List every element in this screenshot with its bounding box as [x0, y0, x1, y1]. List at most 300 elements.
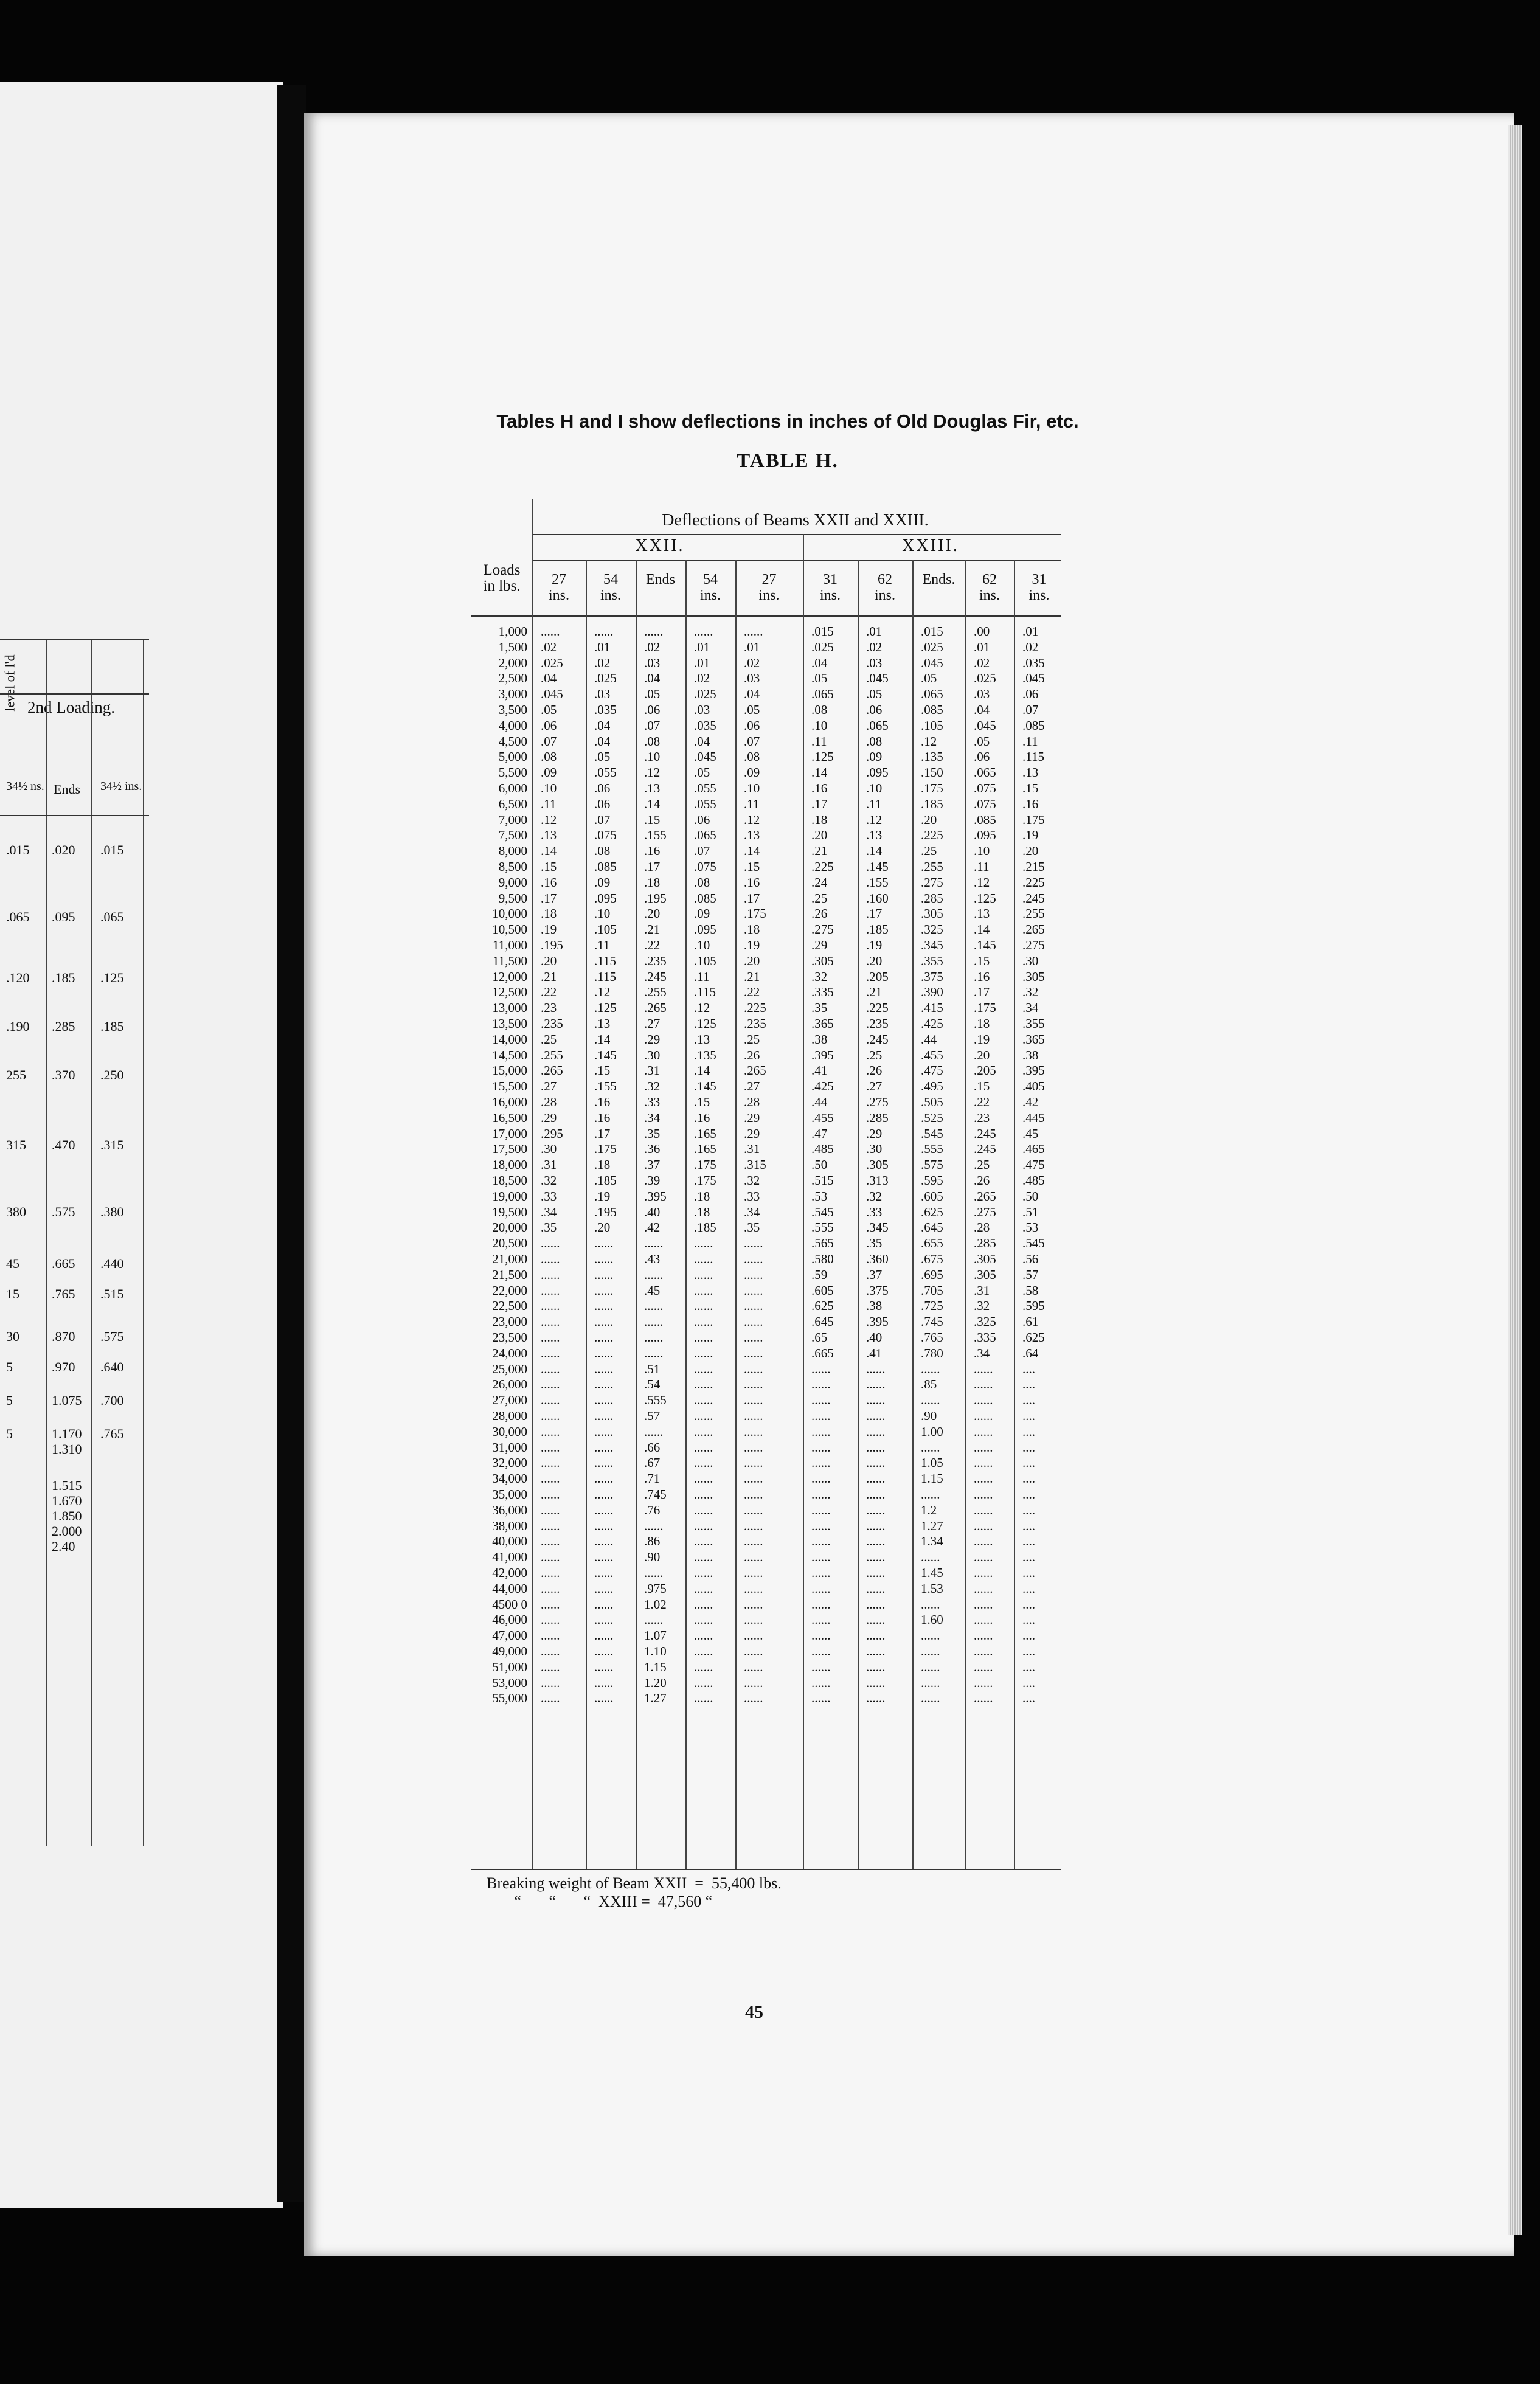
col-31-ins-xxiii-b-cell: .... — [1022, 1565, 1035, 1580]
column-divider — [532, 499, 533, 1869]
col-31-ins-xxiii-cell: .44 — [811, 1095, 828, 1109]
col-54-ins-xxii-b-cell: ...... — [694, 1675, 713, 1690]
col-31-ins-xxiii-b-cell: .13 — [1022, 765, 1039, 780]
col-54-ins-xxii-b-cell: .18 — [694, 1188, 710, 1204]
col-31-ins-xxiii-cell: ...... — [811, 1565, 831, 1580]
row-load-value: 7,500 — [498, 828, 527, 843]
col-ends-xxiii-cell: ...... — [921, 1440, 940, 1455]
col-62-ins-xxiii-cell: .065 — [866, 718, 889, 733]
prev-row-cell: .575 — [100, 1329, 124, 1344]
col-54-ins-xxii-b-cell: ...... — [694, 1565, 713, 1580]
prev-row-cell: .440 — [100, 1256, 124, 1271]
row-load-value: 31,000 — [492, 1440, 527, 1455]
col-31-ins-xxiii-cell: .59 — [811, 1267, 828, 1282]
prev-row-cell: 30 — [6, 1329, 19, 1344]
col-27-ins-xxii-b-cell: .25 — [744, 1031, 760, 1047]
col-ends-xxii-cell: ...... — [644, 1565, 664, 1580]
col-27-ins-xxii-cell: ...... — [541, 1471, 560, 1486]
col-62-ins-xxiii-b-cell: ...... — [974, 1424, 993, 1439]
col-62-ins-xxiii-b-cell: ...... — [974, 1550, 993, 1565]
row-load-value: 15,500 — [492, 1079, 527, 1094]
col-27-ins-xxii-b-cell: .02 — [744, 655, 760, 670]
row-load-value: 2,000 — [498, 655, 527, 670]
col-62-ins-xxiii-cell: ...... — [866, 1424, 886, 1439]
col-62-ins-xxiii-b-cell: ...... — [974, 1565, 993, 1580]
col-27-ins-xxii-cell: ...... — [541, 1596, 560, 1612]
column-header-line: ins. — [1028, 587, 1050, 603]
col-62-ins-xxiii-cell: .185 — [866, 922, 889, 937]
col-27-ins-xxii-b-cell: ...... — [744, 1298, 763, 1314]
col-62-ins-xxiii-cell: .360 — [866, 1252, 889, 1266]
col-ends-xxii-cell: .33 — [644, 1095, 661, 1109]
col-27-ins-xxii-b-cell: .13 — [744, 828, 760, 843]
col-62-ins-xxiii-cell: .12 — [866, 812, 883, 827]
prev-row-cell: .095 — [52, 909, 75, 924]
col-62-ins-xxiii-b-cell: .175 — [974, 1000, 996, 1016]
col-62-ins-xxiii-cell: .11 — [866, 796, 882, 811]
col-62-ins-xxiii-b-cell: .13 — [974, 906, 990, 921]
prev-row-cell: .185 — [52, 970, 75, 985]
col-ends-xxii-cell: .18 — [644, 875, 661, 890]
col-62-ins-xxiii-b-cell: ...... — [974, 1628, 993, 1643]
col-ends-xxii-cell: .245 — [644, 969, 667, 984]
column-header — [858, 572, 912, 603]
col-ends-xxiii-cell: ...... — [921, 1361, 940, 1376]
col-27-ins-xxii-cell: ...... — [541, 1612, 560, 1627]
col-31-ins-xxiii-cell: .26 — [811, 906, 828, 921]
col-54-ins-xxii-cell: .07 — [594, 812, 611, 827]
col-ends-xxiii-cell: .695 — [921, 1267, 943, 1282]
col-54-ins-xxii-b-cell: .01 — [694, 639, 710, 654]
col-31-ins-xxiii-cell: .65 — [811, 1330, 828, 1345]
row-load-value: 1,000 — [498, 624, 527, 639]
col-31-ins-xxiii-cell: .625 — [811, 1298, 834, 1314]
col-ends-xxiii-cell: .90 — [921, 1409, 937, 1423]
loads-header-line1: Loads — [483, 562, 521, 578]
col-ends-xxiii-cell: .645 — [921, 1220, 943, 1235]
prev-row-cell: 5 — [6, 1426, 13, 1441]
col-ends-xxiii-cell: .355 — [921, 953, 943, 968]
col-31-ins-xxiii-b-cell: .485 — [1022, 1173, 1045, 1188]
col-ends-xxii-cell: .15 — [644, 812, 661, 827]
col-ends-xxii-cell: .71 — [644, 1471, 661, 1486]
col-54-ins-xxii-b-cell: .045 — [694, 749, 716, 764]
col-31-ins-xxiii-cell: ...... — [811, 1581, 831, 1596]
col-31-ins-xxiii-b-cell: .... — [1022, 1675, 1035, 1690]
col-54-ins-xxii-cell: .20 — [594, 1220, 611, 1235]
col-62-ins-xxiii-b-cell: ...... — [974, 1440, 993, 1455]
prev-col-header: 34½ ns. — [6, 780, 44, 793]
col-31-ins-xxiii-b-cell: .275 — [1022, 938, 1045, 952]
col-27-ins-xxii-b-cell: .29 — [744, 1110, 760, 1125]
col-31-ins-xxiii-cell: .125 — [811, 749, 834, 764]
col-27-ins-xxii-cell: ...... — [541, 1424, 560, 1439]
col-31-ins-xxiii-b-cell: .58 — [1022, 1283, 1039, 1298]
col-ends-xxiii-cell: .495 — [921, 1079, 943, 1094]
col-31-ins-xxiii-b-cell: .265 — [1022, 922, 1045, 937]
col-54-ins-xxii-b-cell: ...... — [694, 1236, 713, 1251]
prev-column-divider — [91, 639, 92, 1846]
col-27-ins-xxii-cell: ...... — [541, 1409, 560, 1423]
col-27-ins-xxii-cell: .045 — [541, 687, 563, 702]
col-ends-xxiii-cell: .475 — [921, 1063, 943, 1078]
prev-row-cell: 1.670 — [52, 1493, 82, 1508]
row-load-value: 2,500 — [498, 671, 527, 686]
col-54-ins-xxii-cell: ...... — [594, 1659, 614, 1674]
col-ends-xxiii-cell: .12 — [921, 733, 937, 749]
col-ends-xxiii-cell: .185 — [921, 796, 943, 811]
col-62-ins-xxiii-cell: ...... — [866, 1487, 886, 1502]
col-31-ins-xxiii-cell: .29 — [811, 938, 828, 952]
column-header — [912, 572, 965, 587]
col-31-ins-xxiii-cell: .455 — [811, 1110, 834, 1125]
col-62-ins-xxiii-b-cell: ...... — [974, 1377, 993, 1392]
prev-row-cell: .285 — [52, 1019, 75, 1034]
col-27-ins-xxii-b-cell: ...... — [744, 1314, 763, 1329]
row-load-value: 14,500 — [492, 1047, 527, 1062]
col-ends-xxii-cell: .10 — [644, 749, 661, 764]
prev-row-cell: .370 — [52, 1067, 75, 1083]
column-header-line: ins. — [699, 587, 721, 603]
col-31-ins-xxiii-cell: .17 — [811, 796, 828, 811]
col-54-ins-xxii-cell: ...... — [594, 1487, 614, 1502]
col-27-ins-xxii-b-cell: ...... — [744, 1361, 763, 1376]
col-31-ins-xxiii-cell: .025 — [811, 639, 834, 654]
col-54-ins-xxii-b-cell: .095 — [694, 922, 716, 937]
col-54-ins-xxii-b-cell: .175 — [694, 1173, 716, 1188]
row-load-value: 34,000 — [492, 1471, 527, 1486]
col-62-ins-xxiii-cell: ...... — [866, 1612, 886, 1627]
col-31-ins-xxiii-b-cell: .175 — [1022, 812, 1045, 827]
col-27-ins-xxii-b-cell: ...... — [744, 1440, 763, 1455]
col-ends-xxii-cell: ...... — [644, 1267, 664, 1282]
col-62-ins-xxiii-cell: .01 — [866, 624, 883, 639]
prev-row-cell: .120 — [6, 970, 30, 985]
row-load-value: 47,000 — [492, 1628, 527, 1643]
col-54-ins-xxii-b-cell: .125 — [694, 1016, 716, 1031]
col-ends-xxiii-cell: 1.05 — [921, 1455, 943, 1471]
col-54-ins-xxii-b-cell: .10 — [694, 938, 710, 952]
column-header — [636, 572, 685, 587]
col-ends-xxiii-cell: 1.2 — [921, 1502, 937, 1517]
column-divider — [858, 560, 859, 1869]
col-ends-xxiii-cell: .25 — [921, 844, 937, 859]
col-ends-xxiii-cell: .675 — [921, 1252, 943, 1266]
col-62-ins-xxiii-cell: .27 — [866, 1079, 883, 1094]
col-31-ins-xxiii-cell: .305 — [811, 953, 834, 968]
col-62-ins-xxiii-cell: ...... — [866, 1659, 886, 1674]
col-ends-xxii-cell: ...... — [644, 1314, 664, 1329]
col-ends-xxiii-cell: .85 — [921, 1377, 937, 1392]
table-title: TABLE H. — [737, 450, 839, 472]
col-62-ins-xxiii-cell: .38 — [866, 1298, 883, 1314]
prev-row-cell: .015 — [6, 842, 30, 858]
col-54-ins-xxii-b-cell: .11 — [694, 969, 710, 984]
col-27-ins-xxii-b-cell: .26 — [744, 1047, 760, 1062]
col-ends-xxiii-cell: .505 — [921, 1095, 943, 1109]
col-54-ins-xxii-cell: .115 — [594, 953, 616, 968]
col-62-ins-xxiii-cell: .26 — [866, 1063, 883, 1078]
col-54-ins-xxii-cell: .14 — [594, 1031, 611, 1047]
col-62-ins-xxiii-b-cell: .31 — [974, 1283, 990, 1298]
col-27-ins-xxii-cell: .30 — [541, 1142, 557, 1157]
col-54-ins-xxii-b-cell: ...... — [694, 1314, 713, 1329]
col-62-ins-xxiii-cell: .02 — [866, 639, 883, 654]
col-54-ins-xxii-b-cell: .06 — [694, 812, 710, 827]
col-62-ins-xxiii-cell: ...... — [866, 1644, 886, 1658]
col-ends-xxii-cell: .51 — [644, 1361, 661, 1376]
table-top-rule — [471, 499, 1061, 501]
col-62-ins-xxiii-b-cell: .16 — [974, 969, 990, 984]
col-31-ins-xxiii-b-cell: .355 — [1022, 1016, 1045, 1031]
col-31-ins-xxiii-b-cell: .11 — [1022, 733, 1038, 749]
col-54-ins-xxii-b-cell: ...... — [694, 1424, 713, 1439]
column-header-line: 62 — [982, 572, 997, 587]
col-62-ins-xxiii-cell: ...... — [866, 1440, 886, 1455]
col-27-ins-xxii-cell: ...... — [541, 1644, 560, 1658]
col-54-ins-xxii-cell: .195 — [594, 1204, 617, 1219]
col-ends-xxiii-cell: .595 — [921, 1173, 943, 1188]
col-27-ins-xxii-cell: .14 — [541, 844, 557, 859]
column-header-line: 31 — [1032, 572, 1047, 587]
col-54-ins-xxii-b-cell: .085 — [694, 890, 716, 906]
row-load-value: 8,000 — [498, 844, 527, 859]
col-62-ins-xxiii-b-cell: ...... — [974, 1612, 993, 1627]
col-31-ins-xxiii-cell: ...... — [811, 1534, 831, 1549]
col-31-ins-xxiii-cell: .665 — [811, 1345, 834, 1360]
col-54-ins-xxii-b-cell: .16 — [694, 1110, 710, 1125]
col-27-ins-xxii-b-cell: .04 — [744, 687, 760, 702]
prev-row-cell: .380 — [100, 1204, 124, 1219]
col-62-ins-xxiii-b-cell: .02 — [974, 655, 990, 670]
column-header — [1014, 572, 1064, 603]
col-31-ins-xxiii-cell: .565 — [811, 1236, 834, 1251]
col-31-ins-xxiii-b-cell: .15 — [1022, 781, 1039, 795]
row-load-value: 7,000 — [498, 812, 527, 827]
col-62-ins-xxiii-cell: .32 — [866, 1188, 883, 1204]
col-31-ins-xxiii-b-cell: .42 — [1022, 1095, 1039, 1109]
col-ends-xxiii-cell: .455 — [921, 1047, 943, 1062]
col-62-ins-xxiii-b-cell: ...... — [974, 1393, 993, 1408]
col-54-ins-xxii-b-cell: ...... — [694, 1440, 713, 1455]
col-31-ins-xxiii-b-cell: .... — [1022, 1659, 1035, 1674]
col-31-ins-xxiii-cell: ...... — [811, 1487, 831, 1502]
row-load-value: 19,000 — [492, 1188, 527, 1204]
col-62-ins-xxiii-cell: .08 — [866, 733, 883, 749]
col-ends-xxii-cell: .255 — [644, 985, 667, 1000]
col-54-ins-xxii-cell: .075 — [594, 828, 617, 843]
col-62-ins-xxiii-cell: .313 — [866, 1173, 889, 1188]
col-62-ins-xxiii-b-cell: .14 — [974, 922, 990, 937]
col-62-ins-xxiii-b-cell: .12 — [974, 875, 990, 890]
col-54-ins-xxii-b-cell: .14 — [694, 1063, 710, 1078]
col-54-ins-xxii-cell: ...... — [594, 624, 614, 639]
col-27-ins-xxii-b-cell: ...... — [744, 1596, 763, 1612]
col-62-ins-xxiii-b-cell: .25 — [974, 1157, 990, 1173]
prev-col-header: 34½ ins. — [100, 780, 142, 793]
col-31-ins-xxiii-b-cell: .465 — [1022, 1142, 1045, 1157]
col-54-ins-xxii-cell: ...... — [594, 1424, 614, 1439]
table-bottom-rule — [471, 1869, 1061, 1870]
col-31-ins-xxiii-b-cell: .545 — [1022, 1236, 1045, 1251]
loads-header — [471, 563, 532, 594]
prev-row-cell: .765 — [52, 1286, 75, 1301]
header-rule-3 — [471, 615, 1061, 617]
col-54-ins-xxii-cell: ...... — [594, 1550, 614, 1565]
row-load-value: 9,000 — [498, 875, 527, 890]
col-27-ins-xxii-cell: ...... — [541, 1550, 560, 1565]
col-54-ins-xxii-cell: ...... — [594, 1502, 614, 1517]
prev-row-cell: 2.40 — [52, 1539, 75, 1554]
col-62-ins-xxiii-cell: .345 — [866, 1220, 889, 1235]
col-ends-xxiii-cell: .275 — [921, 875, 943, 890]
col-31-ins-xxiii-cell: .065 — [811, 687, 834, 702]
col-ends-xxii-cell: .745 — [644, 1487, 667, 1502]
col-ends-xxii-cell: .20 — [644, 906, 661, 921]
col-27-ins-xxii-cell: ...... — [541, 1393, 560, 1408]
col-62-ins-xxiii-cell: ...... — [866, 1581, 886, 1596]
col-27-ins-xxii-b-cell: .35 — [744, 1220, 760, 1235]
col-ends-xxii-cell: .86 — [644, 1534, 661, 1549]
column-header-line: ins. — [874, 587, 895, 603]
col-54-ins-xxii-cell: .025 — [594, 671, 617, 686]
col-27-ins-xxii-b-cell: ...... — [744, 1487, 763, 1502]
col-54-ins-xxii-cell: .10 — [594, 906, 611, 921]
col-54-ins-xxii-cell: .125 — [594, 1000, 617, 1016]
prev-row-cell: .250 — [100, 1067, 124, 1083]
prev-row-cell: 45 — [6, 1256, 19, 1271]
row-load-value: 18,000 — [492, 1157, 527, 1173]
col-ends-xxiii-cell: 1.00 — [921, 1424, 943, 1439]
col-62-ins-xxiii-b-cell: ...... — [974, 1675, 993, 1690]
col-54-ins-xxii-cell: ...... — [594, 1675, 614, 1690]
row-load-value: 23,500 — [492, 1330, 527, 1345]
col-62-ins-xxiii-cell: .09 — [866, 749, 883, 764]
row-load-value: 32,000 — [492, 1455, 527, 1471]
col-62-ins-xxiii-b-cell: .00 — [974, 624, 990, 639]
col-ends-xxii-cell: .31 — [644, 1063, 661, 1078]
col-31-ins-xxiii-b-cell: .... — [1022, 1596, 1035, 1612]
col-27-ins-xxii-b-cell: ...... — [744, 1628, 763, 1643]
col-62-ins-xxiii-b-cell: .15 — [974, 1079, 990, 1094]
col-27-ins-xxii-cell: .09 — [541, 765, 557, 780]
col-27-ins-xxii-b-cell: ...... — [744, 1377, 763, 1392]
col-31-ins-xxiii-cell: .275 — [811, 922, 834, 937]
col-27-ins-xxii-b-cell: ...... — [744, 1612, 763, 1627]
col-54-ins-xxii-b-cell: .055 — [694, 796, 716, 811]
col-31-ins-xxiii-cell: .18 — [811, 812, 828, 827]
col-27-ins-xxii-cell: .13 — [541, 828, 557, 843]
prev-row-cell: 15 — [6, 1286, 19, 1301]
col-27-ins-xxii-b-cell: .14 — [744, 844, 760, 859]
col-27-ins-xxii-cell: ...... — [541, 1361, 560, 1376]
col-54-ins-xxii-b-cell: .175 — [694, 1157, 716, 1173]
col-27-ins-xxii-b-cell: .32 — [744, 1173, 760, 1188]
col-27-ins-xxii-b-cell: .28 — [744, 1095, 760, 1109]
col-ends-xxii-cell: ...... — [644, 1424, 664, 1439]
col-54-ins-xxii-b-cell: ...... — [694, 1393, 713, 1408]
column-header-line: 27 — [552, 572, 566, 587]
col-ends-xxiii-cell: .325 — [921, 922, 943, 937]
col-54-ins-xxii-cell: .18 — [594, 1157, 611, 1173]
group-header-xxii: XXII. — [635, 536, 685, 555]
prev-row-cell: .470 — [52, 1137, 75, 1152]
col-54-ins-xxii-cell: ...... — [594, 1628, 614, 1643]
col-27-ins-xxii-cell: ...... — [541, 1565, 560, 1580]
col-62-ins-xxiii-b-cell: ...... — [974, 1361, 993, 1376]
col-54-ins-xxii-cell: ...... — [594, 1361, 614, 1376]
col-62-ins-xxiii-b-cell: .15 — [974, 953, 990, 968]
prev-row-cell: .065 — [100, 909, 124, 924]
col-27-ins-xxii-b-cell: ...... — [744, 1581, 763, 1596]
row-load-value: 18,500 — [492, 1173, 527, 1188]
previous-page-table — [0, 639, 149, 1846]
col-27-ins-xxii-b-cell: ...... — [744, 1283, 763, 1298]
prev-row-cell: .315 — [100, 1137, 124, 1152]
col-54-ins-xxii-b-cell: ...... — [694, 1298, 713, 1314]
col-62-ins-xxiii-cell: .20 — [866, 953, 883, 968]
column-divider — [586, 560, 587, 1869]
col-31-ins-xxiii-cell: .32 — [811, 969, 828, 984]
col-ends-xxiii-cell: .415 — [921, 1000, 943, 1016]
row-load-value: 55,000 — [492, 1691, 527, 1706]
col-27-ins-xxii-b-cell: ...... — [744, 1502, 763, 1517]
col-31-ins-xxiii-b-cell: .57 — [1022, 1267, 1039, 1282]
col-62-ins-xxiii-b-cell: .20 — [974, 1047, 990, 1062]
row-load-value: 51,000 — [492, 1659, 527, 1674]
col-62-ins-xxiii-b-cell: ...... — [974, 1471, 993, 1486]
col-27-ins-xxii-b-cell: .06 — [744, 718, 760, 733]
footer-notes — [487, 1874, 782, 1911]
col-31-ins-xxiii-b-cell: .... — [1022, 1409, 1035, 1423]
col-31-ins-xxiii-cell: ...... — [811, 1393, 831, 1408]
col-27-ins-xxii-cell: ...... — [541, 1252, 560, 1266]
col-31-ins-xxiii-b-cell: .20 — [1022, 844, 1039, 859]
col-ends-xxii-cell: .395 — [644, 1188, 667, 1204]
col-54-ins-xxii-cell: ...... — [594, 1518, 614, 1533]
header-rule-1 — [532, 534, 1061, 535]
col-31-ins-xxiii-b-cell: .50 — [1022, 1188, 1039, 1204]
row-load-value: 9,500 — [498, 890, 527, 906]
column-header — [965, 572, 1014, 603]
col-ends-xxii-cell: .36 — [644, 1142, 661, 1157]
row-load-value: 35,000 — [492, 1487, 527, 1502]
page-edge — [1508, 125, 1522, 2235]
col-ends-xxiii-cell: .44 — [921, 1031, 937, 1047]
col-31-ins-xxiii-cell: .16 — [811, 781, 828, 795]
col-54-ins-xxii-cell: ...... — [594, 1393, 614, 1408]
intro-text: Tables H and I show deflections in inches of Old Douglas Fir, etc. — [496, 411, 1079, 432]
col-27-ins-xxii-cell: .12 — [541, 812, 557, 827]
col-27-ins-xxii-b-cell: .31 — [744, 1142, 760, 1157]
col-ends-xxiii-cell: ...... — [921, 1659, 940, 1674]
row-load-value: 3,500 — [498, 702, 527, 717]
col-31-ins-xxiii-cell: .605 — [811, 1283, 834, 1298]
col-31-ins-xxiii-b-cell: .445 — [1022, 1110, 1045, 1125]
row-load-value: 6,500 — [498, 796, 527, 811]
col-27-ins-xxii-b-cell: .225 — [744, 1000, 766, 1016]
col-ends-xxii-cell: .21 — [644, 922, 661, 937]
col-27-ins-xxii-b-cell: .22 — [744, 985, 760, 1000]
col-54-ins-xxii-b-cell: ...... — [694, 1471, 713, 1486]
col-62-ins-xxiii-b-cell: ...... — [974, 1659, 993, 1674]
col-62-ins-xxiii-cell: ...... — [866, 1502, 886, 1517]
col-31-ins-xxiii-b-cell: .395 — [1022, 1063, 1045, 1078]
col-62-ins-xxiii-b-cell: .075 — [974, 796, 996, 811]
col-ends-xxii-cell: .07 — [644, 718, 661, 733]
col-ends-xxii-cell: .35 — [644, 1126, 661, 1141]
col-54-ins-xxii-b-cell: .05 — [694, 765, 710, 780]
